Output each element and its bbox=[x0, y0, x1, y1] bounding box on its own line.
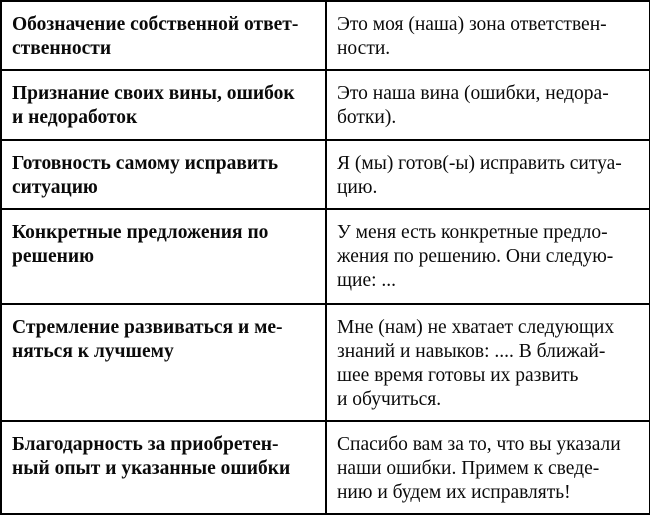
table-row bbox=[1, 209, 650, 304]
phrase-cell: Это моя (наша) зона ответствен- ности. bbox=[326, 1, 650, 70]
phrase-cell: Спасибо вам за то, что вы указали наши ошибки. Примем к сведе- нию и будем их исправлять! bbox=[326, 421, 650, 514]
table-row bbox=[1, 1, 650, 70]
term-cell: Благодарность за приобретен- ный опыт и указанные ошибки bbox=[1, 421, 326, 514]
term-cell: Конкретные предложения по решению bbox=[1, 209, 326, 304]
table-row bbox=[1, 304, 650, 421]
table-row bbox=[1, 70, 650, 140]
table-row bbox=[1, 140, 650, 209]
term-cell: Готовность самому исправить ситуацию bbox=[1, 140, 326, 209]
term-cell: Признание своих вины, ошибок и недоработок bbox=[1, 70, 326, 140]
phrase-cell: Мне (нам) не хватает следующих знаний и навыков: .... В ближай- шее время готовы их развить и обучиться. bbox=[326, 304, 650, 421]
phrase-cell: У меня есть конкретные предло- жения по решению. Они следую- щие: ... bbox=[326, 209, 650, 304]
term-cell: Обозначение собственной ответ- ственности bbox=[1, 1, 326, 70]
term-cell: Стремление развиваться и ме- няться к лучшему bbox=[1, 304, 326, 421]
phrase-cell: Я (мы) готов(-ы) исправить ситуа- цию. bbox=[326, 140, 650, 209]
table-row bbox=[1, 421, 650, 514]
phrase-cell: Это наша вина (ошибки, недора- ботки). bbox=[326, 70, 650, 140]
